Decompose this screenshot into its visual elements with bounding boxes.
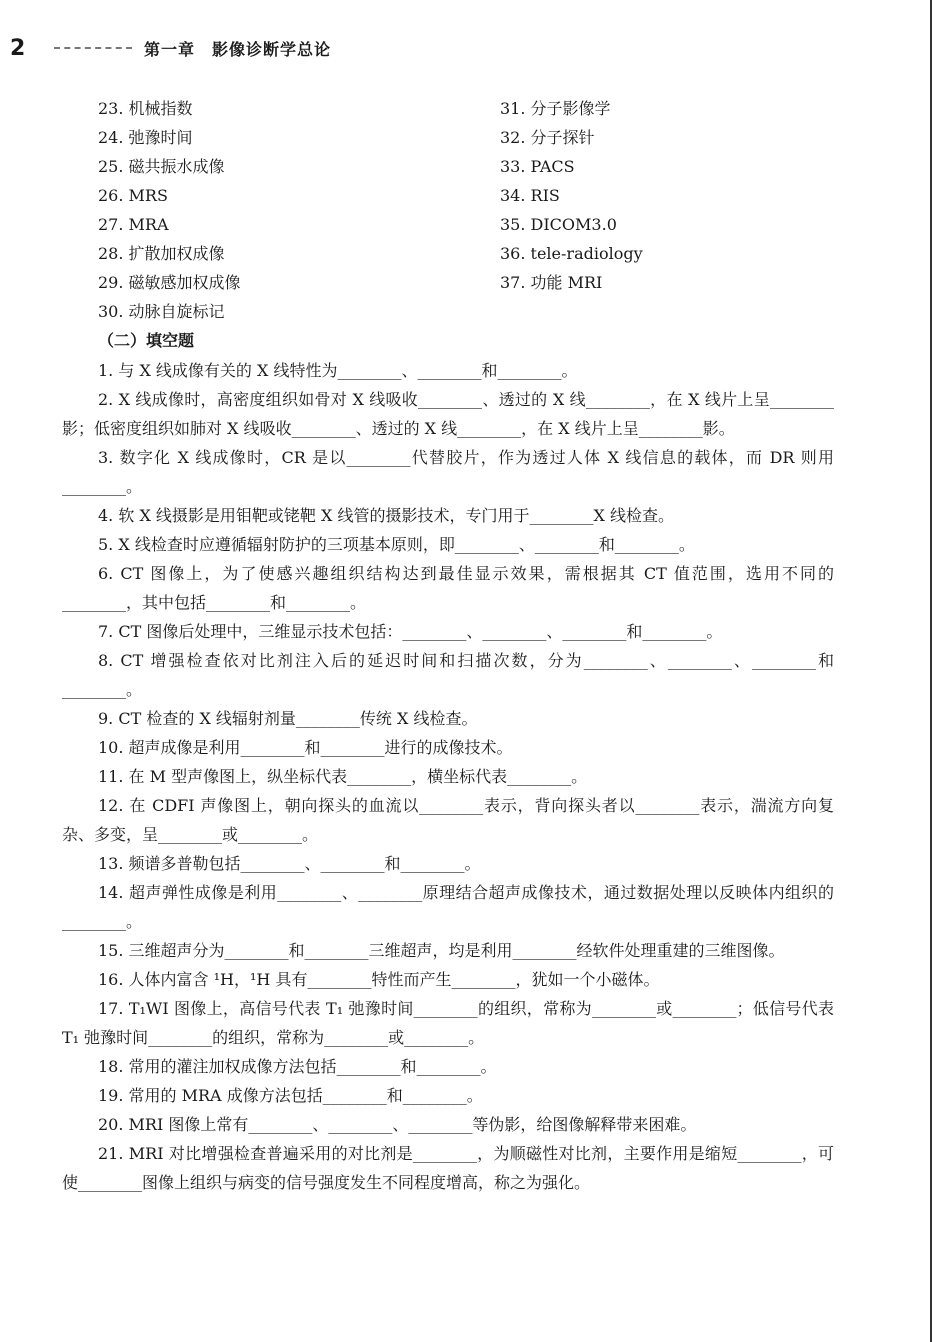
chapter-title: 第一章 影像诊断学总论 (144, 39, 332, 59)
question-item: 4. 软 X 线摄影是用钼靶或铑靶 X 线管的摄影技术，专门用于________X 线检查。 (98, 506, 674, 525)
term-item: 33. PACS (500, 157, 575, 176)
term-item: 27. MRA (98, 215, 169, 234)
question-item: 20. MRI 图像上常有________、________、________等伪影，给图像解释带来困难。 (98, 1115, 697, 1134)
question-item: 12. 在 CDFI 声像图上，朝向探头的血流以________表示，背向探头者以________表示，湍流方向复杂、多变，呈________或________。 (62, 796, 834, 844)
question-item: 11. 在 M 型声像图上，纵坐标代表________，横坐标代表________。 (98, 767, 588, 786)
term-item: 30. 动脉自旋标记 (98, 302, 225, 321)
question-item: 17. T₁WI 图像上，高信号代表 T₁ 弛豫时间________的组织，常称为________或________；低信号代表 T₁ 弛豫时间________的组织，常称为________或________。 (62, 999, 834, 1047)
question-item: 1. 与 X 线成像有关的 X 线特性为________、________和________。 (98, 361, 578, 380)
question-item: 9. CT 检查的 X 线辐射剂量________传统 X 线检查。 (98, 709, 478, 728)
term-item: 32. 分子探针 (500, 128, 595, 147)
term-item: 24. 弛豫时间 (98, 128, 193, 147)
question-item: 14. 超声弹性成像是利用________、________原理结合超声成像技术，通过数据处理以反映体内组织的________。 (62, 883, 834, 931)
question-item: 7. CT 图像后处理中，三维显示技术包括：________、________、________和________。 (98, 622, 723, 641)
question-item: 19. 常用的 MRA 成像方法包括________和________。 (98, 1086, 483, 1105)
question-item: 18. 常用的灌注加权成像方法包括________和________。 (98, 1057, 497, 1076)
question-item: 21. MRI 对比增强检查普遍采用的对比剂是________，为顺磁性对比剂，主要作用是缩短________，可使________图像上组织与病变的信号强度发生不同程度增高，称之为强化。 (62, 1144, 834, 1192)
term-item: 35. DICOM3.0 (500, 215, 617, 234)
term-item: 23. 机械指数 (98, 99, 193, 118)
page-edge-line (930, 0, 932, 1342)
page-number: 2 (10, 35, 26, 61)
term-list (98, 94, 818, 326)
question-item: 15. 三维超声分为________和________三维超声，均是利用________经软件处理重建的三维图像。 (98, 941, 785, 960)
question-list (62, 356, 834, 1197)
term-item: 37. 功能 MRI (500, 273, 603, 292)
question-item: 2. X 线成像时，高密度组织如骨对 X 线吸收________、透过的 X 线________，在 X 线片上呈________影；低密度组织如肺对 X 线吸收________、透过的 X 线________，在 X 线片上呈________影。 (62, 390, 834, 438)
page-header (10, 34, 331, 62)
header-decorative-rule (54, 47, 132, 49)
term-item: 26. MRS (98, 186, 168, 205)
question-item: 6. CT 图像上，为了使感兴趣组织结构达到最佳显示效果，需根据其 CT 值范围，选用不同的________，其中包括________和________。 (62, 564, 834, 612)
term-item: 25. 磁共振水成像 (98, 157, 225, 176)
question-item: 13. 频谱多普勒包括________、________和________。 (98, 854, 481, 873)
question-item: 3. 数字化 X 线成像时，CR 是以________代替胶片，作为透过人体 X 线信息的载体，而 DR 则用________。 (62, 448, 834, 496)
term-column-left (98, 94, 500, 326)
question-item: 10. 超声成像是利用________和________进行的成像技术。 (98, 738, 513, 757)
term-item: 36. tele-radiology (500, 244, 643, 263)
term-item: 31. 分子影像学 (500, 99, 611, 118)
question-item: 16. 人体内富含 ¹H，¹H 具有________特性而产生________，犹如一个小磁体。 (98, 970, 660, 989)
question-item: 8. CT 增强检查依对比剂注入后的延迟时间和扫描次数，分为________、________、________和________。 (62, 651, 834, 699)
term-item: 28. 扩散加权成像 (98, 244, 225, 263)
term-column-right (500, 94, 643, 326)
term-item: 29. 磁敏感加权成像 (98, 273, 241, 292)
question-item: 5. X 线检查时应遵循辐射防护的三项基本原则，即________、________和________。 (98, 535, 695, 554)
section-heading-fill-in-blank: （二）填空题 (98, 331, 195, 350)
term-item: 34. RIS (500, 186, 560, 205)
